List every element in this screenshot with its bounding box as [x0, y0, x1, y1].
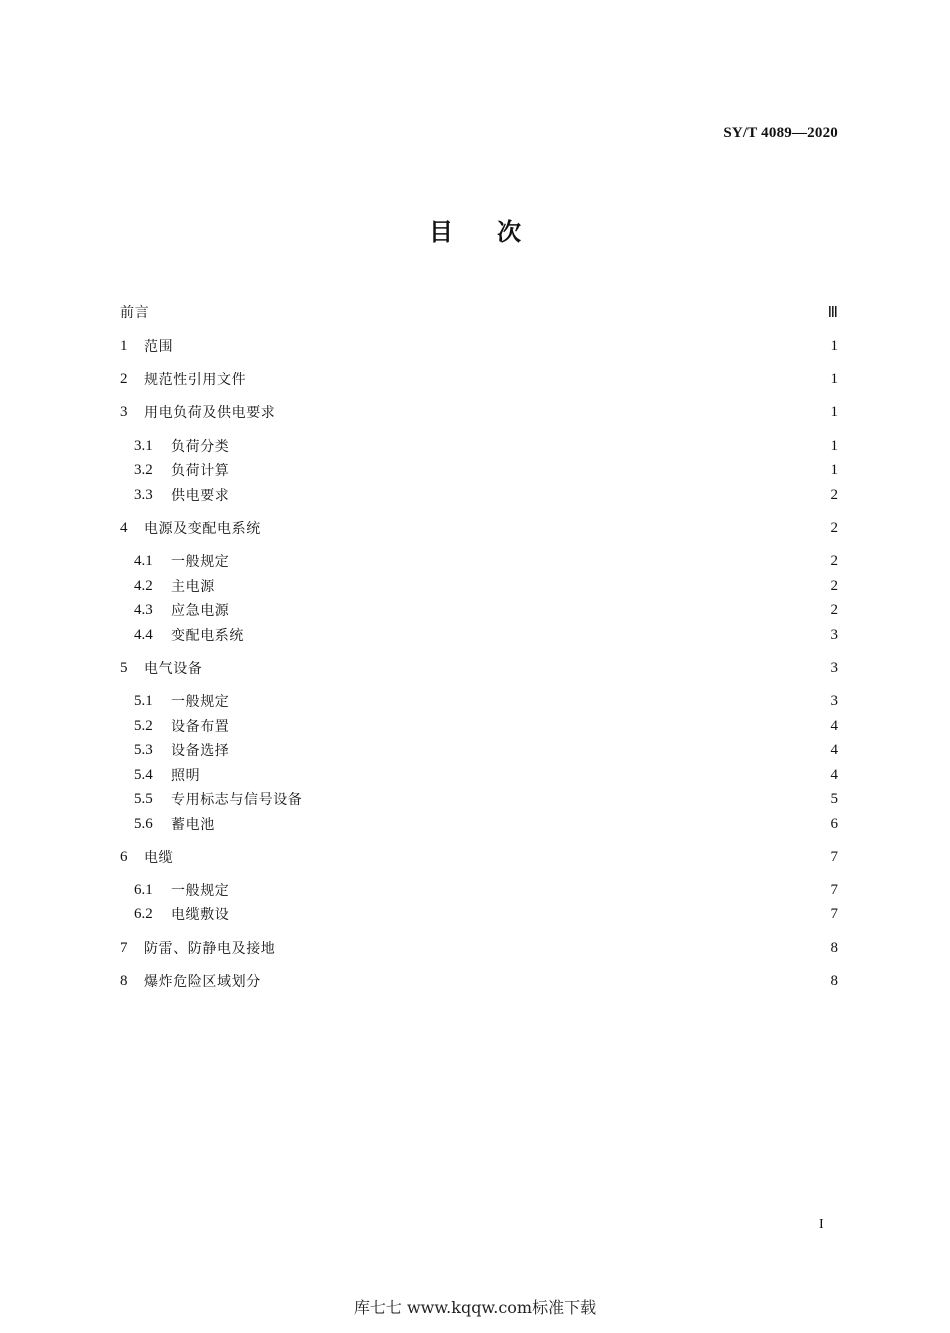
toc-label: 电缆敷设: [171, 907, 230, 923]
toc-page: 7: [830, 848, 838, 865]
toc-entry-1[interactable]: [120, 335, 838, 357]
toc-label: 负荷计算: [171, 463, 230, 479]
toc-label: 电源及变配电系统: [144, 521, 261, 537]
toc-leader: [237, 435, 822, 457]
toc-number: 4.2: [134, 577, 153, 594]
standard-code: SY/T 4089—2020: [723, 125, 838, 141]
toc-page: 2: [830, 519, 838, 536]
toc-label: 前言: [120, 305, 150, 321]
toc-label: 一般规定: [171, 694, 230, 710]
footer-watermark-text: 库七七 www.kqqw.com标准下载: [353, 1298, 597, 1317]
toc-page: 7: [830, 905, 838, 922]
toc-label: 专用标志与信号设备: [171, 792, 303, 808]
toc-number: 6.2: [134, 905, 153, 922]
toc-number: 3.1: [134, 437, 153, 454]
toc-entry-3-1[interactable]: [134, 435, 838, 457]
toc-leader: [269, 970, 822, 992]
toc-number: 3: [120, 403, 128, 420]
toc-label: 负荷分类: [171, 439, 230, 455]
toc-number: 7: [120, 939, 128, 956]
toc-number: 4: [120, 519, 128, 536]
toc-entry-5-2[interactable]: [134, 715, 838, 737]
toc-label: 爆炸危险区域划分: [144, 974, 261, 990]
toc-leader: [223, 813, 822, 835]
page-title: 目次: [429, 218, 565, 246]
toc-leader: [223, 575, 822, 597]
toc-number: 5.6: [134, 815, 153, 832]
toc-page: 6: [830, 815, 838, 832]
toc-entry-4-4[interactable]: [134, 624, 838, 646]
toc-number: 6.1: [134, 881, 153, 898]
toc-label: 防雷、防静电及接地: [144, 941, 276, 957]
toc-entry-5-5[interactable]: [134, 788, 838, 810]
toc-number: 4.3: [134, 601, 153, 618]
toc-page: 2: [830, 601, 838, 618]
toc-label: 设备布置: [171, 719, 230, 735]
toc-leader: [208, 764, 822, 786]
toc-leader: [237, 599, 822, 621]
toc-leader: [269, 517, 822, 539]
toc-leader: [283, 937, 822, 959]
toc-entry-7[interactable]: [120, 937, 838, 959]
toc-number: 4.4: [134, 626, 153, 643]
toc-entry-6-1[interactable]: [134, 879, 838, 901]
toc-page: 7: [830, 881, 838, 898]
toc-leader: [181, 846, 822, 868]
toc-leader: [237, 550, 822, 572]
toc-page: 1: [830, 337, 838, 354]
toc-page: 1: [830, 403, 838, 420]
toc-leader: [237, 459, 822, 481]
toc-label: 范围: [144, 339, 174, 355]
toc-page: 2: [830, 486, 838, 503]
toc-label: 规范性引用文件: [144, 372, 247, 388]
toc-label: 变配电系统: [171, 628, 244, 644]
toc-entry-3[interactable]: [120, 401, 838, 423]
toc-entry-5-3[interactable]: [134, 739, 838, 761]
toc-page: 8: [830, 939, 838, 956]
toc-leader: [310, 788, 822, 810]
toc-label: 主电源: [171, 579, 215, 595]
toc-label: 一般规定: [171, 554, 230, 570]
toc-label: 电缆: [144, 850, 174, 866]
toc-entry-4-3[interactable]: [134, 599, 838, 621]
toc-label: 照明: [171, 768, 201, 784]
toc-number: 5: [120, 659, 128, 676]
toc-entry-8[interactable]: [120, 970, 838, 992]
toc-leader: [151, 301, 824, 323]
toc-page: 3: [830, 626, 838, 643]
toc-entry-5-4[interactable]: [134, 764, 838, 786]
toc-entry-4[interactable]: [120, 517, 838, 539]
toc-number: 5.1: [134, 692, 153, 709]
toc-leader: [252, 624, 822, 646]
toc-label: 应急电源: [171, 603, 230, 619]
toc-number: 5.3: [134, 741, 153, 758]
toc-entry-4-1[interactable]: [134, 550, 838, 572]
toc-leader: [210, 657, 822, 679]
toc-page: 4: [830, 717, 838, 734]
toc-page: 3: [830, 659, 838, 676]
toc-number: 6: [120, 848, 128, 865]
toc-label: 供电要求: [171, 488, 230, 504]
toc-leader: [283, 401, 822, 423]
toc-number: 4.1: [134, 552, 153, 569]
toc-number: 5.2: [134, 717, 153, 734]
page-number: I: [819, 1217, 824, 1232]
toc-page: 1: [830, 370, 838, 387]
toc-page: 3: [830, 692, 838, 709]
toc-entry-foreword[interactable]: [120, 301, 838, 323]
toc-number: 5.4: [134, 766, 153, 783]
toc-page: 4: [830, 766, 838, 783]
toc-label: 用电负荷及供电要求: [144, 405, 276, 421]
toc-number: 8: [120, 972, 128, 989]
toc-label: 蓄电池: [171, 817, 215, 833]
toc-leader: [237, 484, 822, 506]
toc-leader: [237, 879, 822, 901]
toc-entry-2[interactable]: [120, 368, 838, 390]
toc-entry-6[interactable]: [120, 846, 838, 868]
toc-page: 1: [830, 437, 838, 454]
toc-page: 8: [830, 972, 838, 989]
toc-leader: [237, 739, 822, 761]
toc-number: 1: [120, 337, 128, 354]
toc-label: 一般规定: [171, 883, 230, 899]
toc-entry-4-2[interactable]: [134, 575, 838, 597]
toc-page: Ⅲ: [827, 304, 838, 321]
toc-entry-5[interactable]: [120, 657, 838, 679]
toc-label: 设备选择: [171, 743, 230, 759]
toc-page: 2: [830, 552, 838, 569]
toc-entry-3-3[interactable]: [134, 484, 838, 506]
toc-number: 5.5: [134, 790, 153, 807]
toc-number: 3.3: [134, 486, 153, 503]
toc-entry-5-6[interactable]: [134, 813, 838, 835]
toc-entry-3-2[interactable]: [134, 459, 838, 481]
toc-page: 2: [830, 577, 838, 594]
toc-label: 电气设备: [144, 661, 203, 677]
toc-leader: [237, 903, 822, 925]
toc-page: 5: [830, 790, 838, 807]
toc-entry-6-2[interactable]: [134, 903, 838, 925]
toc-number: 3.2: [134, 461, 153, 478]
toc-page: 4: [830, 741, 838, 758]
toc-page: 1: [830, 461, 838, 478]
toc-leader: [237, 715, 822, 737]
toc-entry-5-1[interactable]: [134, 690, 838, 712]
toc-leader: [237, 690, 822, 712]
toc-number: 2: [120, 370, 128, 387]
toc-leader: [181, 335, 822, 357]
toc-leader: [254, 368, 822, 390]
